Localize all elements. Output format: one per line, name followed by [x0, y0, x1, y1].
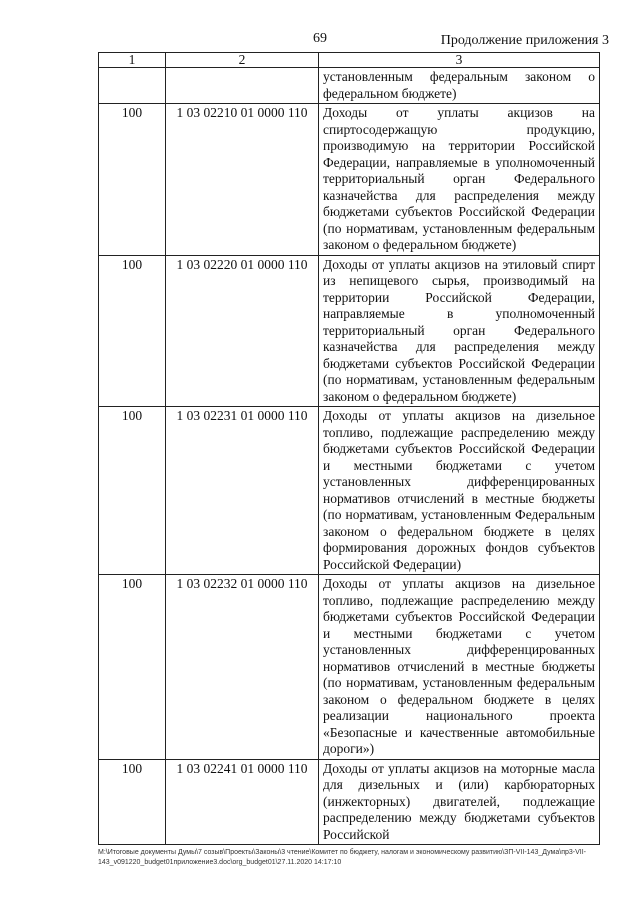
table-row — [99, 759, 600, 845]
admin-code-cell — [99, 68, 166, 104]
budget-code-cell: 1 03 02210 01 0000 110 — [166, 104, 319, 256]
table-row — [99, 104, 600, 256]
description-cell: установленным федеральным законом о федеральном бюджете) — [319, 68, 600, 104]
admin-code-cell: 100 — [99, 407, 166, 575]
admin-code-cell: 100 — [99, 575, 166, 760]
budget-code-cell: 1 03 02220 01 0000 110 — [166, 255, 319, 407]
admin-code-cell: 100 — [99, 104, 166, 256]
budget-code-cell: 1 03 02232 01 0000 110 — [166, 575, 319, 760]
description-cell: Доходы от уплаты акцизов на дизельное топливо, подлежащие распределению между бюджетами субъектов Российской Федерации и местными бюджетами с учетом установленных дифференцированных нормативов отчислений в местные бюджеты (по нормативам, установленным федеральным законом о федеральном бюджете в целях реализации национального проекта «Безопасные и качественные автомобильные дороги») — [319, 575, 600, 760]
description-cell: Доходы от уплаты акцизов на этиловый спирт из непищевого сырья, производимый на территории Российской Федерации, направляемые в уполномоченный территориальный орган Федерального казначейства для распределения между бюджетами субъектов Российской Федерации (по нормативам, установленным федеральным законом о федеральном бюджете) — [319, 255, 600, 407]
column-header-2: 2 — [166, 53, 319, 68]
column-header-1: 1 — [99, 53, 166, 68]
description-cell: Доходы от уплаты акцизов на спиртосодержащую продукцию, производимую на территории Российской Федерации, направляемые в уполномоченный территориальный орган Федерального казначейства для распределения между бюджетами субъектов Российской Федерации (по нормативам, установленным федеральным законом о федеральном бюджете) — [319, 104, 600, 256]
description-cell: Доходы от уплаты акцизов на дизельное топливо, подлежащие распределению между бюджетами субъектов Российской Федерации и местными бюджетами с учетом установленных дифференцированных нормативов отчислений в местные бюджеты (по нормативам, установленным Федеральным законом о федеральном бюджете в целях формирования дорожных фондов субъектов Российской Федерации) — [319, 407, 600, 575]
admin-code-cell: 100 — [99, 255, 166, 407]
table-row — [99, 68, 600, 104]
table-row — [99, 407, 600, 575]
continuation-label: Продолжение приложения 3 — [440, 33, 609, 48]
description-cell: Доходы от уплаты акцизов на моторные масла для дизельных и (или) карбюраторных (инжекторных) двигателей, подлежащие распределению между бюджетами субъектов Российской — [319, 759, 600, 845]
admin-code-cell: 100 — [99, 759, 166, 845]
column-header-3: 3 — [319, 53, 600, 68]
table-row — [99, 575, 600, 760]
budget-code-cell — [166, 68, 319, 104]
budget-revenue-table — [98, 52, 600, 845]
table-header-row — [99, 53, 600, 68]
budget-code-cell: 1 03 02231 01 0000 110 — [166, 407, 319, 575]
table-row — [99, 255, 600, 407]
budget-code-cell: 1 03 02241 01 0000 110 — [166, 759, 319, 845]
page-number: 69 — [313, 31, 327, 46]
file-path-footer: M:\Итоговые документы Думы\7 созыв\Проекты\Законы\3 чтение\Комитет по бюджету, налогам и экономическому развитию\ЗП-VII-143_Дума\пр3-VII-143_v091220_budget01приложение3.doc\org_budget01\27.11.2020 14:17:10 — [98, 849, 586, 866]
